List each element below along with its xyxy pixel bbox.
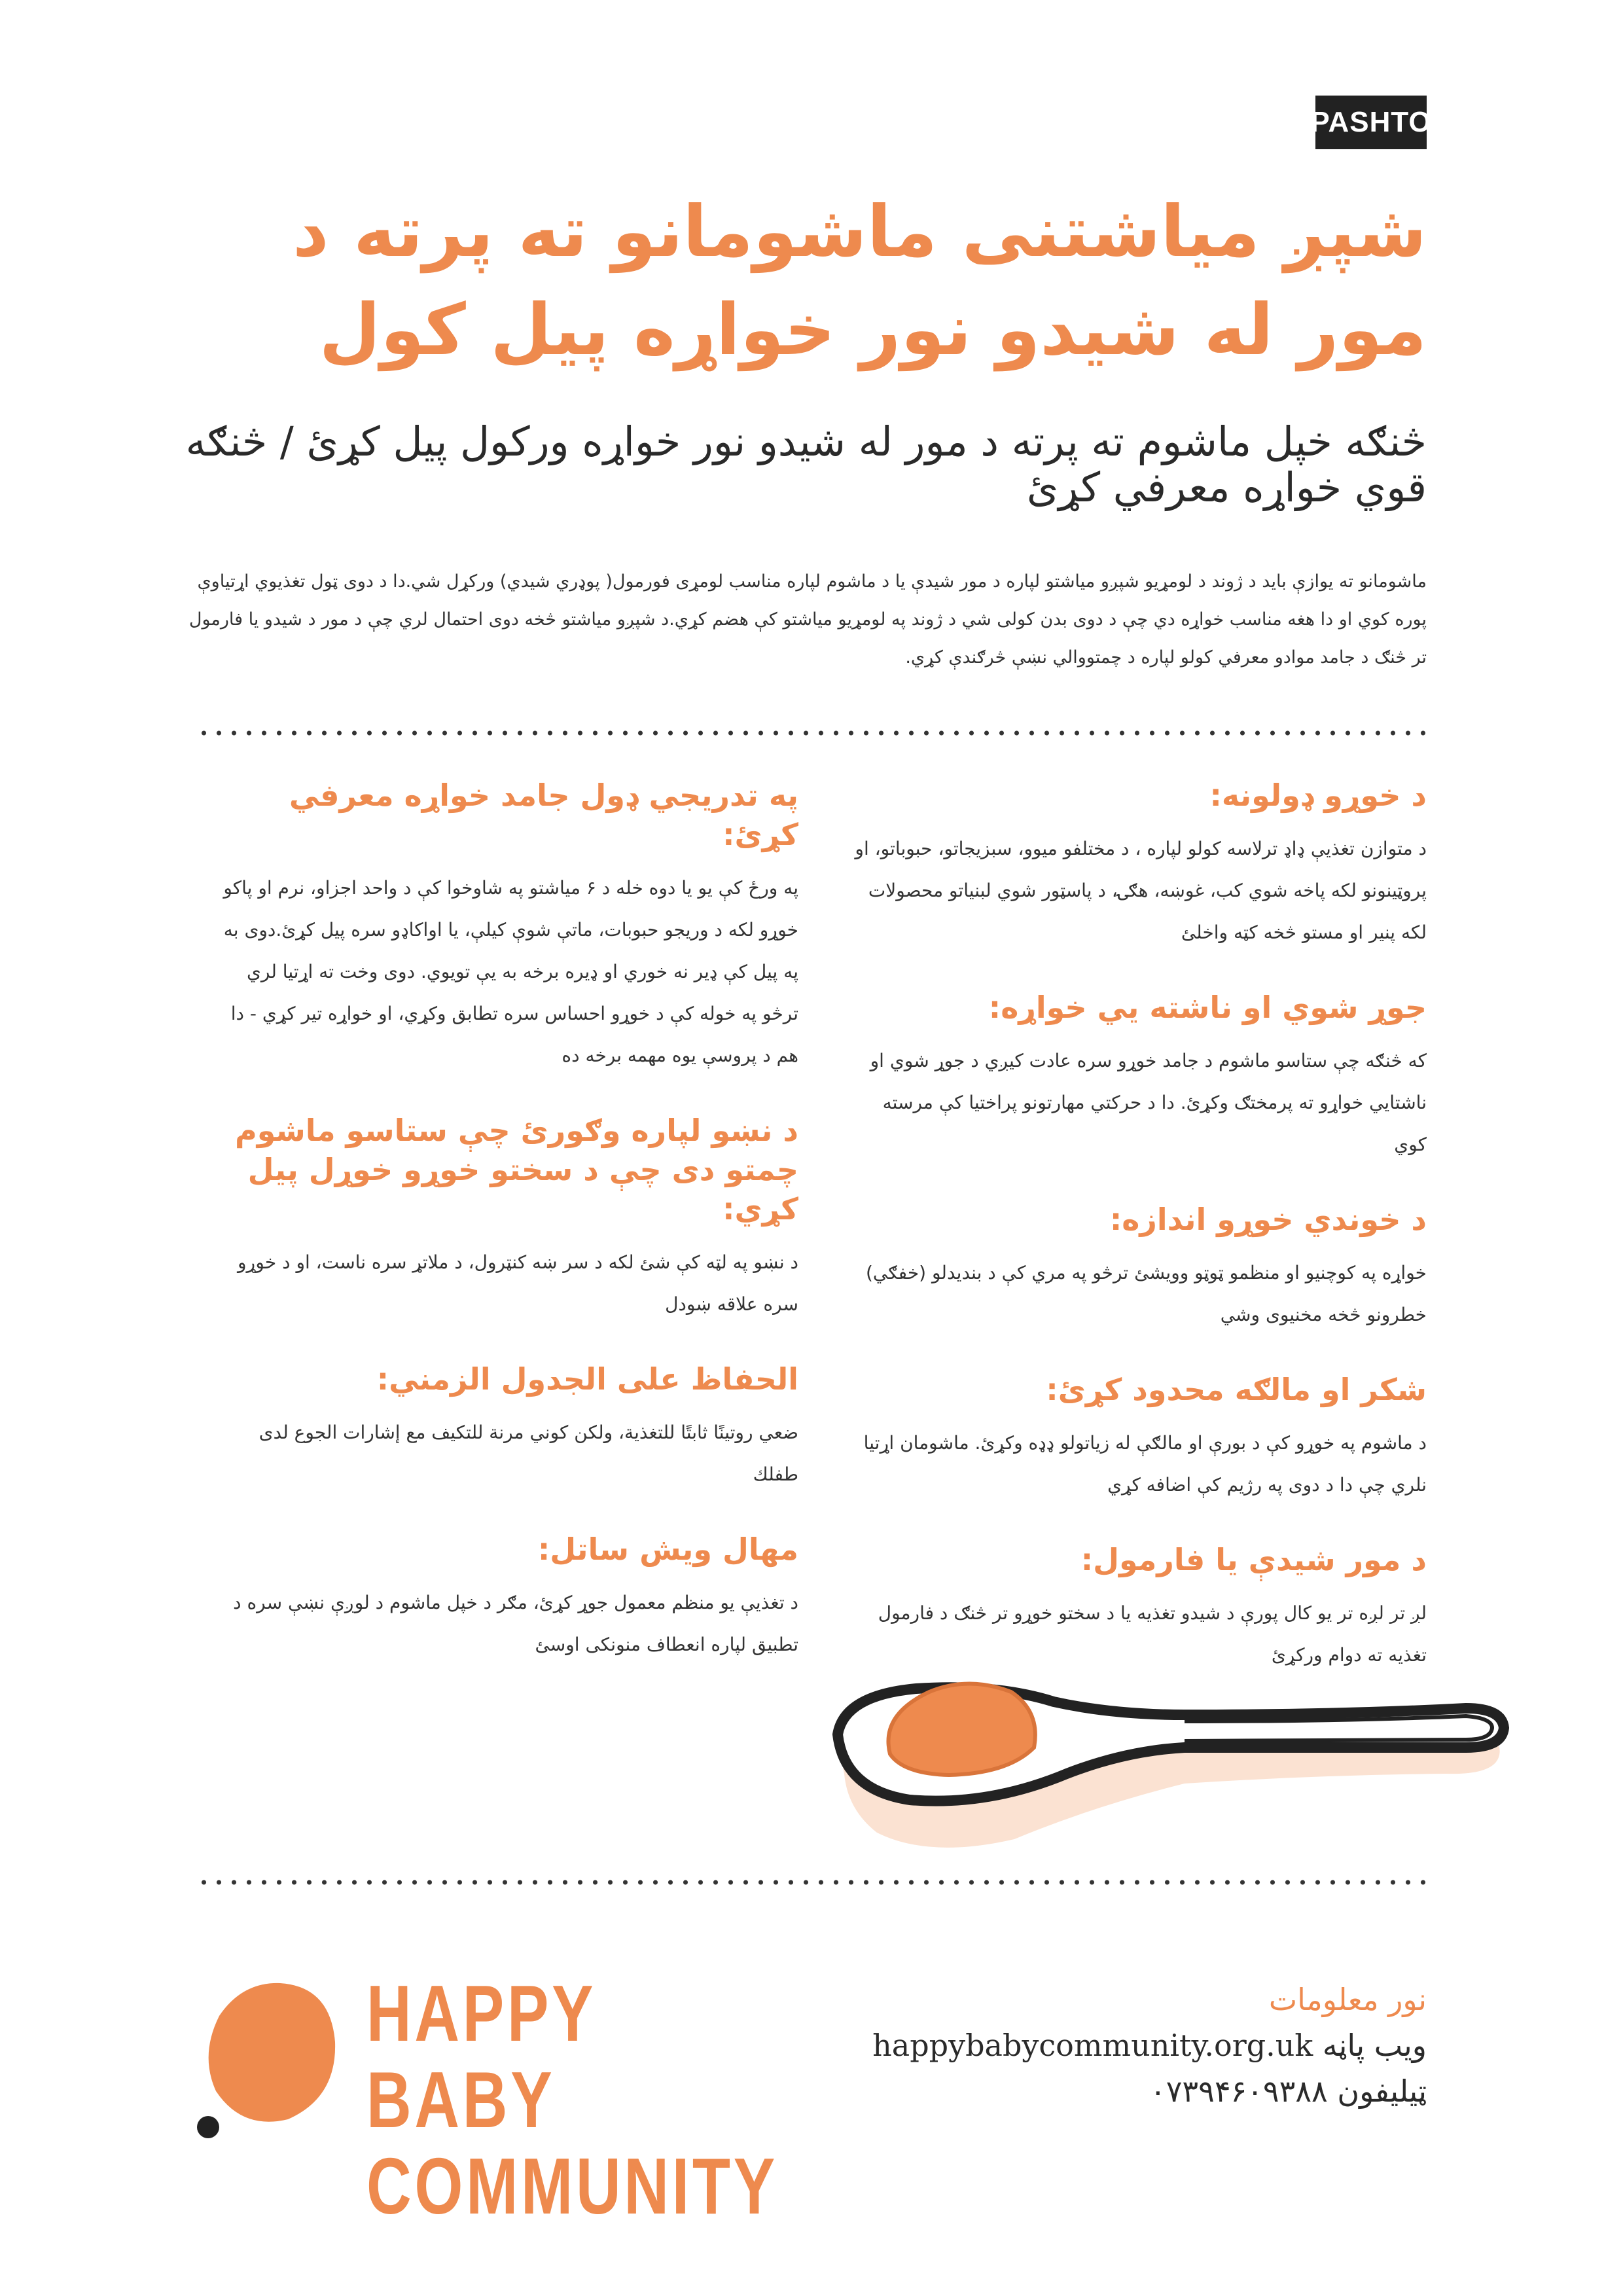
language-badge: PASHTO xyxy=(1315,96,1427,149)
dotted-divider-bottom xyxy=(196,1880,1427,1885)
section-body: لږ تر لږه تر یو کال پورې د شیدو تغذیه یا د سختو خوړو تر څنګ د فارمول تغذیه ته دوام ورکړئ xyxy=(878,1602,1427,1666)
section-safe-size xyxy=(851,1200,1427,1336)
logo-line-2: COMMUNITY xyxy=(366,2142,778,2231)
section-body: د تغذیې یو منظم معمول جوړ کړئ، مګر د خپل ماشوم د لوږې نښې سره د تطبیق لپاره انعطاف منونکی اوسئ xyxy=(233,1592,798,1655)
page-title xyxy=(118,183,1427,380)
section-keep-schedule-arabic xyxy=(209,1359,798,1496)
phone-line xyxy=(772,2068,1427,2114)
happy-baby-logo-icon xyxy=(196,1970,340,2140)
more-info-title: نور معلومات xyxy=(1268,1982,1427,2017)
phone-number[interactable]: ۰۷۳۹۴۶۰۹۳۸۸ xyxy=(1149,2073,1328,2109)
section-body: د نښو په لټه کې شئ لکه د سر ښه کنټرول، د ملاتړ سره ناست، او د خوړو سره علاقه ښودل xyxy=(237,1251,798,1315)
section-title: الحفاظ على الجدول الزمني: xyxy=(376,1361,798,1397)
website-link[interactable]: happybabycommunity.org.uk xyxy=(872,2028,1313,2063)
website-label: ویب پاڼه xyxy=(1322,2028,1427,2063)
section-limit-sugar-salt xyxy=(851,1370,1427,1506)
section-food-types xyxy=(851,776,1427,954)
page-title-line-2: مور له شیدو نور خواړه پیل کول xyxy=(319,289,1427,371)
section-title: جوړ شوي او ناشته یي خواړه: xyxy=(988,990,1427,1025)
section-title: مهال ویش ساتل: xyxy=(537,1532,798,1567)
section-body: خواړه په کوچنیو او منظمو ټوټو وویشئ ترڅو په مري کې د بندیدلو (خفګي) خطرونو څخه مخنیوی وشي xyxy=(865,1262,1427,1325)
right-column xyxy=(851,776,1427,1710)
happy-baby-community-logo-text xyxy=(366,1969,778,2231)
page-subtitle: څنګه خپل ماشوم ته پرته د مور له شیدو نور خواړه ورکول پیل کړئ / څنګه قوي خواړه معرفي کړئ xyxy=(185,418,1427,511)
section-body: په ورځ کې یو یا دوه خله د ۶ میاشتو په شاوخوا کې د واحد اجزاو، نرم او پاکو خوړو لکه د وریجو حبوبات، ماتې شوې کیلې، یا اواکاډو سره پیل کړئ.دوی به په پیل کې ډیر نه خوري او ډیره برخه به یې تویوي. دوی وخت ته اړتیا لري ترڅو په خوله کې د خوړو احساس سره تطابق وکړي، او خواړه تیر کړي - دا هم د پروسې یوه مهمه برخه ده xyxy=(223,877,798,1066)
website-line xyxy=(772,2022,1427,2068)
section-finger-foods xyxy=(851,988,1427,1166)
page-title-line-1: شپږ میاشتنی ماشومانو ته پرته د xyxy=(293,191,1427,273)
section-title: په تدریجي ډول جامد خواړه معرفي کړئ: xyxy=(289,778,798,852)
section-title: شکر او مالګه محدود کړئ: xyxy=(1046,1372,1427,1407)
section-title: د خوندي خوړو اندازه: xyxy=(1109,1202,1427,1237)
dotted-divider-top xyxy=(196,730,1427,736)
section-body: د متوازن تغذیې ډاډ ترلاسه کولو لپاره ، د مختلفو میوو، سبزیجاتو، حبوباتو، او پروټینونو لکه پاخه شوي کب، غوښه، هګۍ، د پاسټور شوي لبنیاتو محصولات لکه پنیر او مستو څخه کټه واخلئ xyxy=(855,838,1427,943)
more-info-block xyxy=(772,1977,1427,2114)
section-keep-schedule xyxy=(209,1530,798,1666)
section-title: د نښو لپاره وګورئ چې ستاسو ماشوم چمتو دی چې د سختو خوړو خوړل پیل کړي: xyxy=(235,1113,798,1227)
section-title: د خوړو ډولونه: xyxy=(1209,778,1427,813)
section-readiness-signs xyxy=(209,1111,798,1325)
left-column xyxy=(209,776,798,1700)
section-title: د مور شیدې یا فارمول: xyxy=(1080,1542,1427,1577)
section-introduce-gradually xyxy=(209,776,798,1077)
section-body: د ماشوم په خوړو کې د بورې او مالګې له زیاتولو ډډه وکړئ. ماشومان اړتیا نلري چې دا د دوی په رژیم کې اضافه کړي xyxy=(863,1432,1427,1496)
spoon-illustration xyxy=(818,1623,1512,1859)
section-body: که څنګه چې ستاسو ماشوم د جامد خوړو سره عادت کیږي د جوړ شوي او ناشتایي خواړو ته پرمختګ وکړئ. دا د حرکتي مهارتونو پراختیا کې مرسته کوي xyxy=(870,1050,1427,1155)
intro-paragraph: ماشومانو ته یوازې باید د ژوند د لومړیو شپږو میاشتو لپاره د مور شیدې یا د ماشوم لپاره مناسب لومړی فورمول( پوډري شیدي) ورکړل شي.دا د دوی ټول تغذیوي اړتیاوې پوره کوي او دا هغه مناسب خواړه دي چې د دوی بدن کولی شي د ژوند په لومړیو میاشتو کې هضم کړي.د شپږو میاشتو څخه دوی احتمال لري چې د مور د شیدو یا فارمول تر څنګ د جامد موادو معرفي کولو لپاره د چمتووالي نښې څرګندې کړي. xyxy=(188,571,1427,668)
logo-line-1: HAPPY BABY xyxy=(366,1969,596,2144)
phone-label: ټیلیفون xyxy=(1337,2073,1427,2109)
section-body: ضعي روتينًا ثابتًا للتغذية، ولكن كوني مرنة للتكيف مع إشارات الجوع لدى طفلك xyxy=(259,1422,798,1485)
